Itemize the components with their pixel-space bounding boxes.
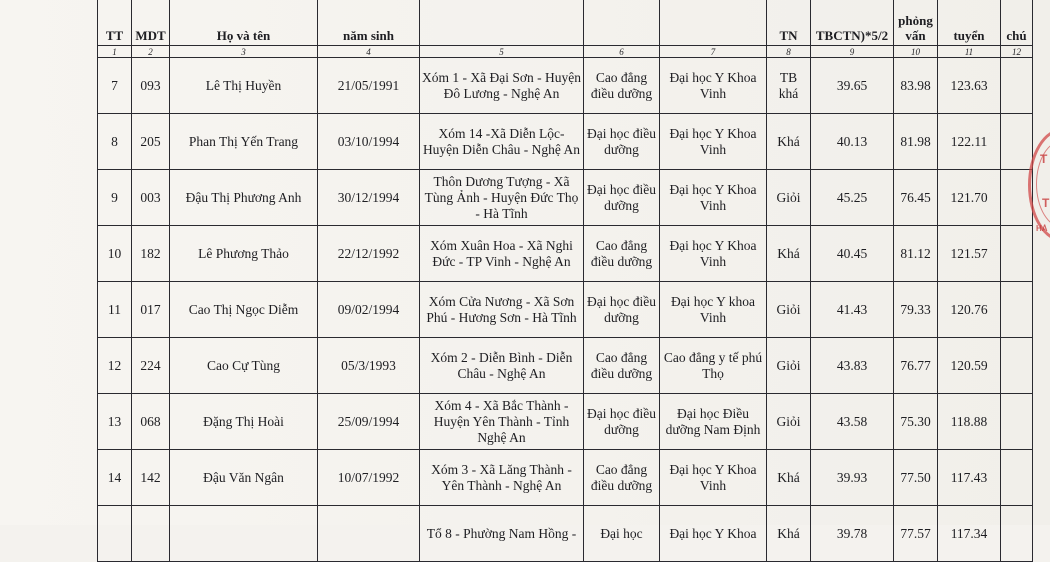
row-note <box>1001 506 1033 562</box>
row-grade: Giỏi <box>767 338 811 394</box>
column-number: 10 <box>894 46 938 58</box>
row-school: Đại học Y Khoa Vinh <box>660 450 767 506</box>
column-number: 6 <box>584 46 660 58</box>
table-row <box>98 226 1033 282</box>
column-number: 3 <box>170 46 318 58</box>
row-dob <box>318 506 420 562</box>
row-tt: 8 <box>98 114 132 170</box>
table-row <box>98 394 1033 450</box>
header-school <box>660 0 767 46</box>
row-name <box>170 506 318 562</box>
row-name: Đặng Thị Hoài <box>170 394 318 450</box>
table-row <box>98 114 1033 170</box>
header-interview: phỏng vấn <box>894 0 938 46</box>
row-total: 120.59 <box>938 338 1001 394</box>
row-level: Đại học điều dưỡng <box>584 282 660 338</box>
row-level: Cao đẳng điều dưỡng <box>584 338 660 394</box>
row-grade: TB khá <box>767 58 811 114</box>
column-number: 9 <box>811 46 894 58</box>
row-note <box>1001 58 1033 114</box>
row-score: 40.45 <box>811 226 894 282</box>
row-school: Đại học Y Khoa Vinh <box>660 114 767 170</box>
seal-letter: T <box>1042 196 1050 210</box>
row-address: Xóm 3 - Xã Lăng Thành - Yên Thành - Nghệ An <box>420 450 584 506</box>
row-tt: 12 <box>98 338 132 394</box>
row-mdt: 182 <box>132 226 170 282</box>
column-number: 5 <box>420 46 584 58</box>
row-tt: 13 <box>98 394 132 450</box>
row-name: Phan Thị Yến Trang <box>170 114 318 170</box>
column-number: 4 <box>318 46 420 58</box>
row-dob: 10/07/1992 <box>318 450 420 506</box>
column-number: 1 <box>98 46 132 58</box>
row-name: Cao Thị Ngọc Diễm <box>170 282 318 338</box>
header-note: chú <box>1001 0 1033 46</box>
row-address: Thôn Dương Tượng - Xã Tùng Ảnh - Huyện Đức Thọ - Hà Tĩnh <box>420 170 584 226</box>
row-total: 122.11 <box>938 114 1001 170</box>
row-address: Xóm Cửa Nương - Xã Sơn Phú - Hương Sơn - Hà Tĩnh <box>420 282 584 338</box>
row-tt: 7 <box>98 58 132 114</box>
row-mdt: 093 <box>132 58 170 114</box>
row-interview: 81.12 <box>894 226 938 282</box>
column-number: 12 <box>1001 46 1033 58</box>
row-score: 39.65 <box>811 58 894 114</box>
row-note <box>1001 114 1033 170</box>
row-interview: 79.33 <box>894 282 938 338</box>
row-score: 43.58 <box>811 394 894 450</box>
row-name: Lê Phương Thảo <box>170 226 318 282</box>
row-tt: 14 <box>98 450 132 506</box>
table-row <box>98 170 1033 226</box>
seal-letter: HÀ <box>1036 224 1048 233</box>
header-mdt: MDT <box>132 0 170 46</box>
row-note <box>1001 394 1033 450</box>
row-dob: 25/09/1994 <box>318 394 420 450</box>
row-level: Đại học điều dưỡng <box>584 114 660 170</box>
header-name: Họ và tên <box>170 0 318 46</box>
row-note <box>1001 450 1033 506</box>
row-total: 118.88 <box>938 394 1001 450</box>
row-grade: Khá <box>767 450 811 506</box>
row-interview: 83.98 <box>894 58 938 114</box>
row-mdt: 205 <box>132 114 170 170</box>
row-mdt: 017 <box>132 282 170 338</box>
row-address: Tổ 8 - Phường Nam Hồng - <box>420 506 584 562</box>
column-number: 7 <box>660 46 767 58</box>
row-total: 121.70 <box>938 170 1001 226</box>
row-school: Đại học Y khoa Vinh <box>660 282 767 338</box>
header-level <box>584 0 660 46</box>
row-score: 39.78 <box>811 506 894 562</box>
row-dob: 05/3/1993 <box>318 338 420 394</box>
column-number: 8 <box>767 46 811 58</box>
column-number: 11 <box>938 46 1001 58</box>
row-total: 117.43 <box>938 450 1001 506</box>
row-tt <box>98 506 132 562</box>
row-school: Đại học Y Khoa <box>660 506 767 562</box>
row-mdt: 142 <box>132 450 170 506</box>
row-mdt: 003 <box>132 170 170 226</box>
table-row <box>98 506 1033 562</box>
row-score: 43.83 <box>811 338 894 394</box>
row-name: Lê Thị Huyền <box>170 58 318 114</box>
row-school: Đại học Y Khoa Vinh <box>660 58 767 114</box>
row-level: Đại học điều dưỡng <box>584 394 660 450</box>
row-grade: Khá <box>767 506 811 562</box>
row-level: Cao đẳng điều dưỡng <box>584 450 660 506</box>
header-total: tuyển <box>938 0 1001 46</box>
row-interview: 76.77 <box>894 338 938 394</box>
row-mdt <box>132 506 170 562</box>
row-tt: 9 <box>98 170 132 226</box>
header-address <box>420 0 584 46</box>
row-mdt: 224 <box>132 338 170 394</box>
row-tt: 11 <box>98 282 132 338</box>
row-level: Đại học điều dưỡng <box>584 170 660 226</box>
seal-letter: T <box>1040 152 1048 166</box>
row-grade: Giỏi <box>767 170 811 226</box>
row-name: Đậu Thị Phương Anh <box>170 170 318 226</box>
header-grade: TN <box>767 0 811 46</box>
row-tt: 10 <box>98 226 132 282</box>
row-mdt: 068 <box>132 394 170 450</box>
row-grade: Giỏi <box>767 394 811 450</box>
row-school: Đại học Y Khoa Vinh <box>660 170 767 226</box>
header-score: TBCTN)*5/2 <box>811 0 894 46</box>
row-address: Xóm 1 - Xã Đại Sơn - Huyện Đô Lương - Nghệ An <box>420 58 584 114</box>
row-dob: 30/12/1994 <box>318 170 420 226</box>
table-row <box>98 58 1033 114</box>
row-school: Cao đẳng y tế phú Thọ <box>660 338 767 394</box>
row-interview: 76.45 <box>894 170 938 226</box>
row-name: Cao Cự Tùng <box>170 338 318 394</box>
row-grade: Giỏi <box>767 282 811 338</box>
row-name: Đậu Văn Ngân <box>170 450 318 506</box>
row-score: 40.13 <box>811 114 894 170</box>
table-row <box>98 450 1033 506</box>
row-school: Đại học Y Khoa Vinh <box>660 226 767 282</box>
row-dob: 22/12/1992 <box>318 226 420 282</box>
row-interview: 81.98 <box>894 114 938 170</box>
row-level: Cao đẳng điều dưỡng <box>584 58 660 114</box>
row-level: Cao đẳng điều dưỡng <box>584 226 660 282</box>
row-level: Đại học <box>584 506 660 562</box>
column-number-row <box>98 46 1033 58</box>
row-score: 39.93 <box>811 450 894 506</box>
row-note <box>1001 282 1033 338</box>
row-grade: Khá <box>767 226 811 282</box>
row-address: Xóm Xuân Hoa - Xã Nghi Đức - TP Vinh - Nghệ An <box>420 226 584 282</box>
row-total: 123.63 <box>938 58 1001 114</box>
row-dob: 21/05/1991 <box>318 58 420 114</box>
row-score: 45.25 <box>811 170 894 226</box>
row-dob: 03/10/1994 <box>318 114 420 170</box>
row-address: Xóm 14 -Xã Diễn Lộc- Huyện Diễn Châu - Nghệ An <box>420 114 584 170</box>
table-row <box>98 338 1033 394</box>
row-note <box>1001 226 1033 282</box>
row-dob: 09/02/1994 <box>318 282 420 338</box>
row-total: 120.76 <box>938 282 1001 338</box>
column-number: 2 <box>132 46 170 58</box>
row-interview: 77.57 <box>894 506 938 562</box>
row-school: Đại học Điều dưỡng Nam Định <box>660 394 767 450</box>
row-total: 121.57 <box>938 226 1001 282</box>
row-interview: 75.30 <box>894 394 938 450</box>
table-row <box>98 282 1033 338</box>
header-dob: năm sinh <box>318 0 420 46</box>
row-score: 41.43 <box>811 282 894 338</box>
row-address: Xóm 2 - Diễn Bình - Diễn Châu - Nghệ An <box>420 338 584 394</box>
row-note <box>1001 338 1033 394</box>
row-interview: 77.50 <box>894 450 938 506</box>
header-row <box>98 0 1033 46</box>
row-address: Xóm 4 - Xã Bắc Thành - Huyện Yên Thành - Tỉnh Nghệ An <box>420 394 584 450</box>
row-grade: Khá <box>767 114 811 170</box>
candidate-table <box>97 0 1033 562</box>
row-total: 117.34 <box>938 506 1001 562</box>
header-tt: TT <box>98 0 132 46</box>
